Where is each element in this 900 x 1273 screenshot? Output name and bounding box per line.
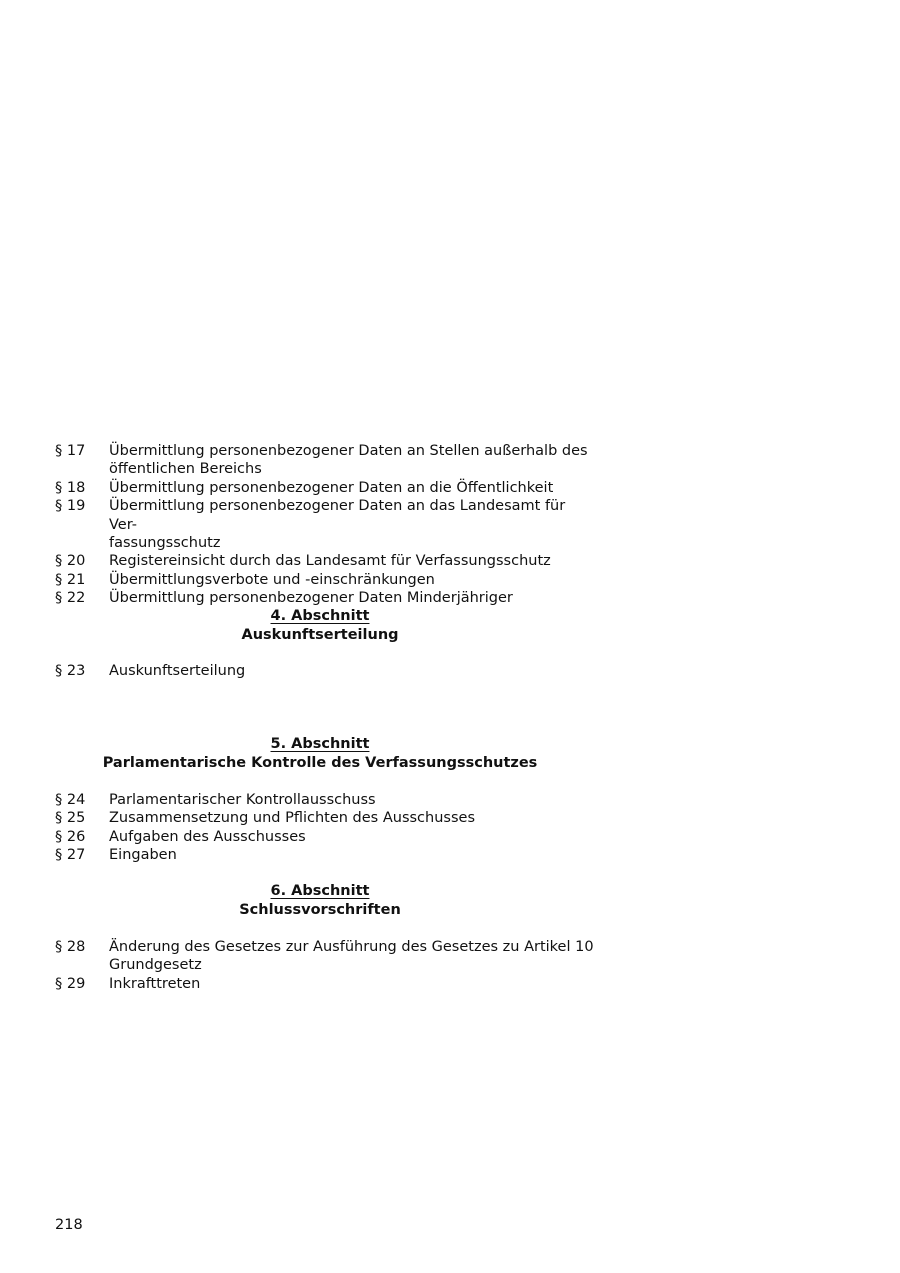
- section-number: 5. Abschnitt: [270, 736, 370, 752]
- paragraph-number: § 25: [55, 810, 86, 827]
- paragraph-title: Aufgaben des Ausschusses: [109, 828, 306, 845]
- paragraph-number: § 18: [55, 479, 86, 496]
- toc-entry: [55, 662, 595, 680]
- paragraph-number: § 24: [55, 792, 86, 808]
- paragraph-title: Übermittlung personenbezogener Daten an die Öffentlichkeit: [109, 479, 554, 496]
- section-title: Parlamentarische Kontrolle des Verfassungsschutzes: [102, 754, 538, 771]
- paragraph-title: Inkrafttreten: [109, 975, 201, 992]
- paragraph-title: Auskunftserteilung: [109, 663, 246, 679]
- paragraph-title: Übermittlung personenbezogener Daten an Stellen außerhalb des öffentlichen Bereichs: [109, 443, 588, 478]
- toc-entry: [55, 975, 595, 993]
- paragraph-title: Eingaben: [109, 847, 177, 864]
- toc-entry: [55, 497, 595, 552]
- paragraph-number: § 22: [55, 590, 86, 607]
- toc-block-section-3: [55, 442, 595, 608]
- toc-block-section-4: [55, 662, 595, 680]
- section-number: 6. Abschnitt: [270, 883, 370, 899]
- toc-entry: [55, 809, 595, 827]
- toc-entry: [55, 846, 595, 864]
- toc-entry: [55, 938, 595, 975]
- toc-entry: [55, 571, 595, 589]
- paragraph-number: § 21: [55, 571, 86, 588]
- paragraph-title: Übermittlung personenbezogener Daten Minderjähriger: [109, 590, 513, 607]
- paragraph-number: § 27: [55, 847, 86, 864]
- toc-entry: [55, 479, 595, 497]
- section-heading-4: [55, 607, 585, 645]
- paragraph-number: § 20: [55, 553, 86, 570]
- paragraph-number: § 23: [55, 663, 86, 679]
- paragraph-title: Registereinsicht durch das Landesamt für Verfassungsschutz: [109, 553, 551, 570]
- page-number: 218: [55, 1217, 83, 1233]
- toc-block-section-6: [55, 938, 595, 993]
- paragraph-title: Übermittlung personenbezogener Daten an das Landesamt für Ver- fassungsschutz: [109, 498, 566, 552]
- paragraph-title: Zusammensetzung und Pflichten des Ausschusses: [109, 810, 475, 827]
- section-title: Auskunftserteilung: [241, 626, 399, 643]
- paragraph-number: § 26: [55, 828, 86, 845]
- paragraph-title: Parlamentarischer Kontrollausschuss: [109, 792, 376, 808]
- section-heading-5: [55, 735, 585, 773]
- paragraph-number: § 29: [55, 975, 86, 992]
- paragraph-title: Übermittlungsverbote und -einschränkungen: [109, 571, 435, 588]
- section-number: 4. Abschnitt: [270, 608, 370, 624]
- paragraph-number: § 19: [55, 498, 86, 515]
- toc-entry: [55, 589, 595, 607]
- section-heading-6: [55, 882, 585, 920]
- paragraph-number: § 17: [55, 443, 86, 459]
- toc-entry: [55, 791, 595, 809]
- section-title: Schlussvorschriften: [239, 901, 401, 918]
- paragraph-title: Änderung des Gesetzes zur Ausführung des Gesetzes zu Artikel 10 Grundgesetz: [109, 939, 594, 974]
- paragraph-number: § 28: [55, 939, 86, 955]
- toc-entry: [55, 828, 595, 846]
- toc-entry: [55, 442, 595, 479]
- toc-block-section-5: [55, 791, 595, 865]
- toc-entry: [55, 552, 595, 570]
